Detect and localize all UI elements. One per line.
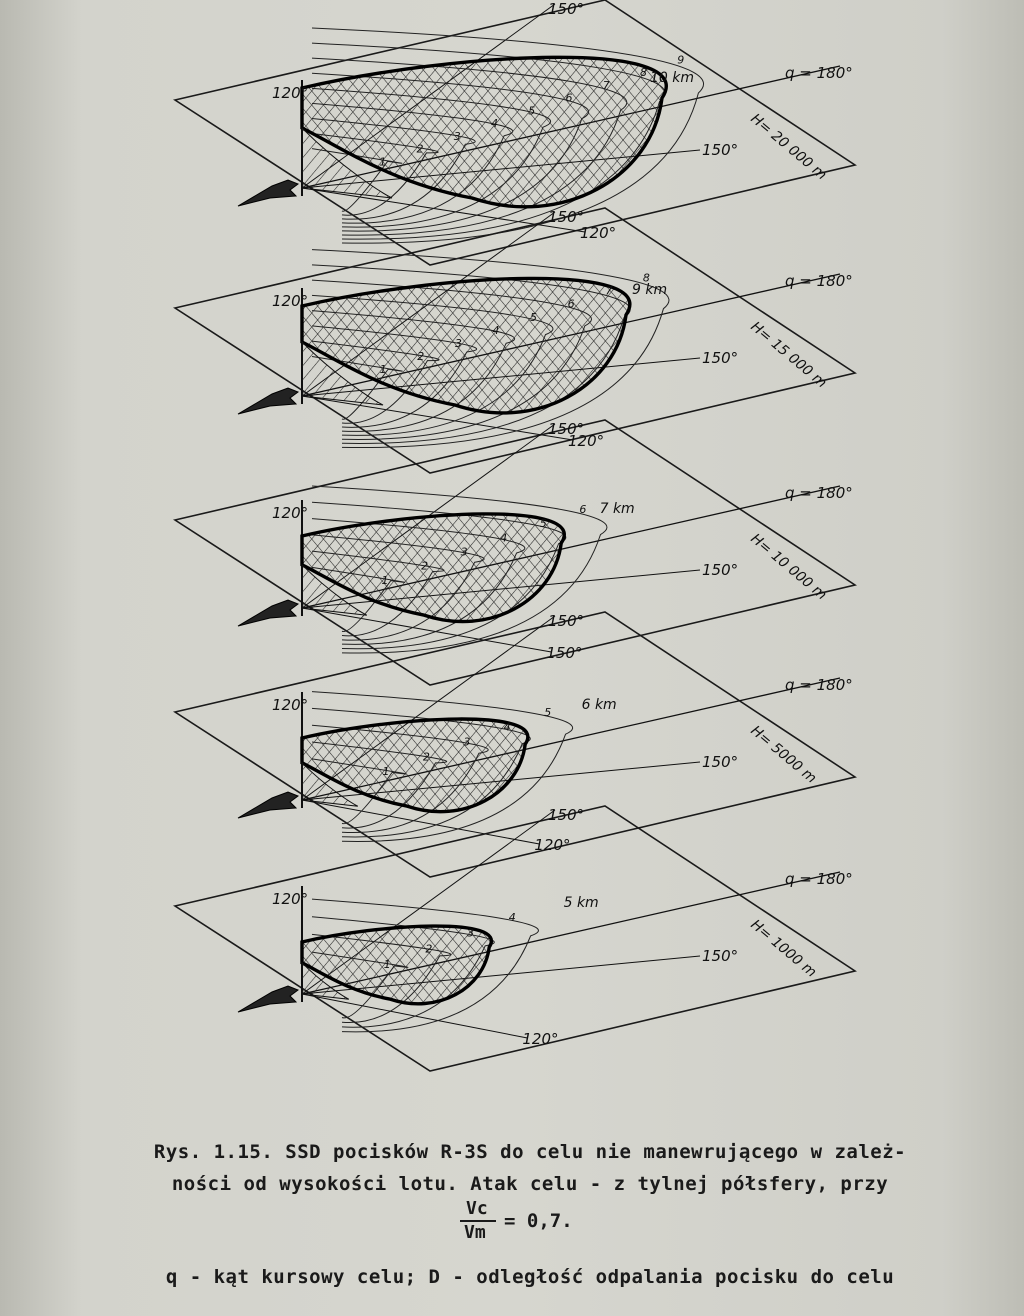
- range-tick-label: 8: [642, 271, 650, 285]
- angle-label-120-left: 120°: [272, 292, 309, 310]
- angle-label-120-left: 120°: [272, 890, 309, 908]
- range-tick-label: 6: [579, 503, 587, 516]
- range-tick-label: 1: [382, 765, 390, 779]
- angle-label-150-top: 150°: [548, 806, 585, 824]
- range-tick-label: 2: [416, 142, 424, 156]
- max-range-label: 10 km: [650, 70, 695, 86]
- range-tick-label: 2: [417, 349, 425, 363]
- altitude-label: H= 10 000 m: [747, 530, 830, 604]
- caption-line-4: q - kąt kursowy celu; D - odległość odpalania pocisku do celu: [165, 1266, 895, 1288]
- altitude-label: H= 5000 m: [747, 722, 820, 787]
- course-angle-label: q = 180°: [785, 484, 853, 502]
- max-range-label: 6 km: [581, 697, 617, 714]
- range-tick-label: 3: [453, 129, 461, 143]
- plane-panel-1: [175, 0, 855, 265]
- plane-panel-5: [175, 806, 855, 1071]
- angle-label-150-top: 150°: [548, 420, 585, 438]
- angle-label-bottom: 120°: [580, 224, 617, 242]
- range-tick-label: 3: [463, 735, 471, 749]
- fraction-value: = 0,7.: [504, 1210, 573, 1232]
- altitude-label: H= 1000 m: [747, 916, 820, 981]
- range-tick-label: 1: [379, 362, 387, 376]
- range-tick-label: 5: [528, 104, 536, 118]
- course-angle-label: q = 180°: [785, 870, 853, 888]
- range-tick-label: 9: [677, 53, 685, 67]
- angle-label-150-top: 150°: [548, 208, 585, 226]
- range-tick-label: 8: [640, 66, 648, 80]
- caption-line-2: ności od wysokości lotu. Atak celu - z tylnej półsfery, przy: [171, 1173, 889, 1195]
- range-tick-label: 6: [567, 297, 575, 311]
- plane-panel-2: [175, 208, 855, 473]
- range-tick-label: 6: [565, 91, 573, 105]
- range-tick-label: 4: [508, 910, 516, 924]
- range-tick-label: 4: [503, 720, 511, 734]
- range-tick-label: 3: [454, 336, 462, 350]
- range-tick-label: 2: [422, 750, 430, 764]
- range-tick-label: 1: [381, 573, 389, 587]
- altitude-label: H= 20 000 m: [747, 110, 830, 184]
- range-tick-label: 4: [492, 323, 500, 337]
- range-tick-label: 7: [602, 78, 610, 92]
- angle-label-bottom: 120°: [568, 432, 605, 450]
- angle-label-120-left: 120°: [272, 696, 309, 714]
- max-range-label: 5 km: [563, 895, 599, 912]
- angle-label-120-left: 120°: [272, 504, 309, 522]
- angle-label-150-top: 150°: [548, 0, 585, 18]
- altitude-plane: [175, 806, 855, 1071]
- range-tick-label: 4: [500, 531, 508, 545]
- aircraft-icon: [238, 986, 298, 1012]
- aircraft-icon: [238, 180, 298, 206]
- angle-label-bottom: 120°: [534, 836, 571, 854]
- range-tick-label: 4: [491, 117, 499, 131]
- range-tick-label: 7: [605, 284, 613, 298]
- angle-label-150-right: 150°: [702, 753, 739, 771]
- range-tick-label: 1: [379, 155, 387, 169]
- range-tick-label: 5: [530, 310, 538, 324]
- course-angle-label: q = 180°: [785, 64, 853, 82]
- aircraft-icon: [238, 600, 298, 626]
- caption-line-1: Rys. 1.15. SSD pocisków R-3S do celu nie manewrującego w zależ-: [153, 1141, 907, 1163]
- angle-label-150-right: 150°: [702, 349, 739, 367]
- range-tick-label: 5: [544, 705, 552, 719]
- range-tick-label: 2: [425, 942, 433, 956]
- max-range-label: 7 km: [599, 501, 635, 518]
- aircraft-icon: [238, 388, 298, 414]
- max-range-label: 9 km: [632, 282, 668, 298]
- angle-label-150-right: 150°: [702, 141, 739, 159]
- angle-label-bottom: 120°: [522, 1030, 559, 1048]
- angle-label-120-left: 120°: [272, 84, 309, 102]
- angle-label-150-right: 150°: [702, 561, 739, 579]
- range-tick-label: 1: [383, 958, 391, 972]
- angle-label-bottom: 150°: [546, 644, 583, 662]
- plane-panel-4: [175, 612, 855, 877]
- angle-label-150-right: 150°: [702, 947, 739, 965]
- angle-label-150-top: 150°: [548, 612, 585, 630]
- aircraft-icon: [238, 792, 298, 818]
- range-tick-label: 3: [467, 926, 475, 940]
- course-angle-label: q = 180°: [785, 272, 853, 290]
- range-tick-label: 5: [539, 517, 547, 531]
- range-tick-label: 3: [460, 545, 468, 559]
- range-tick-label: 2: [421, 559, 429, 573]
- fraction-denominator: Vm: [464, 1222, 486, 1243]
- course-angle-label: q = 180°: [785, 676, 853, 694]
- altitude-label: H= 15 000 m: [747, 318, 830, 392]
- fraction-numerator: Vc: [466, 1198, 488, 1219]
